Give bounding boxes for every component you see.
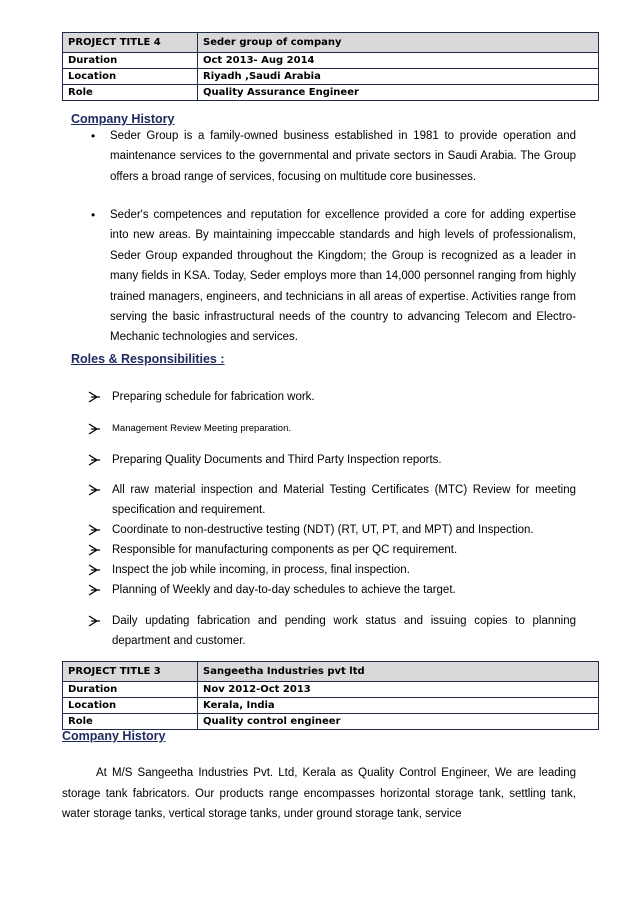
history-bullet: Seder Group is a family-owned business established in 1981 to provide operation and maintenance services to the governmental and private sectors in Saudi Arabia. The Group offers a broad range of services, focusing on multitude core businesses. — [110, 130, 576, 183]
arrow-bullet-icon — [88, 391, 102, 403]
roles-heading: Roles & Responsibilities : — [71, 352, 225, 366]
table-row — [63, 714, 599, 730]
project-4-table — [62, 32, 599, 101]
table-row — [63, 662, 599, 682]
company-history-paragraph: At M/S Sangeetha Industries Pvt. Ltd, Kerala as Quality Control Engineer, We are leading storage tank fabricators. Our products range encompasses horizontal storage tank, settling tank, water storage tanks, vertical storage tanks, under ground storage tank, service — [62, 767, 576, 820]
table-row — [63, 682, 599, 698]
project-3-table — [62, 661, 599, 730]
role-item: Coordinate to non-destructive testing (NDT) (RT, UT, PT, and MPT) and Inspection. — [112, 524, 534, 536]
arrow-bullet-icon — [88, 484, 102, 496]
bullet-icon: • — [91, 208, 96, 222]
table-row — [63, 698, 599, 714]
role-item: Responsible for manufacturing components as per QC requirement. — [112, 544, 458, 556]
role-item: Inspect the job while incoming, in process, final inspection. — [112, 564, 410, 576]
table-row — [63, 85, 599, 101]
location-label: Location — [63, 69, 198, 85]
project-title-value: Sangeetha Industries pvt ltd — [198, 662, 599, 682]
arrow-bullet-icon — [88, 584, 102, 596]
role-item: Preparing schedule for fabrication work. — [112, 391, 315, 403]
duration-value: Nov 2012-Oct 2013 — [198, 682, 599, 698]
role-item: Preparing Quality Documents and Third Party Inspection reports. — [112, 454, 442, 466]
table-row — [63, 53, 599, 69]
arrow-bullet-icon — [88, 544, 102, 556]
role-label: Role — [63, 85, 198, 101]
role-value: Quality Assurance Engineer — [198, 85, 599, 101]
duration-label: Duration — [63, 682, 198, 698]
role-item: All raw material inspection and Material Testing Certificates (MTC) Review for meeting specification and requirement. — [112, 484, 576, 517]
bullet-icon: • — [91, 129, 96, 143]
project-title-value: Seder group of company — [198, 33, 599, 53]
arrow-bullet-icon — [88, 564, 102, 576]
role-label: Role — [63, 714, 198, 730]
arrow-bullet-icon — [88, 423, 102, 435]
arrow-bullet-icon — [88, 524, 102, 536]
role-value: Quality control engineer — [198, 714, 599, 730]
history-bullet: Seder's competences and reputation for excellence provided a core for adding expertise into new areas. By maintaining impeccable standards and high levels of professionalism, Seder Group expanded throughout the Kingdom; the Group is recognized as a leader in many fields in KSA. Today, Seder employs more than 14,000 personnel ranging from highly trained managers, engineers, and technicians in all areas of expertise. Activities range from serving the basic infrastructural needs of the country to advancing Telecom and Electro-Mechanic technologies and services. — [110, 209, 576, 344]
location-value: Kerala, India — [198, 698, 599, 714]
arrow-bullet-icon — [88, 615, 102, 627]
role-item: Daily updating fabrication and pending work status and issuing copies to planning department and customer. — [112, 615, 576, 648]
duration-value: Oct 2013- Aug 2014 — [198, 53, 599, 69]
location-value: Riyadh ,Saudi Arabia — [198, 69, 599, 85]
project-title-label: PROJECT TITLE 4 — [63, 33, 198, 53]
table-row — [63, 33, 599, 53]
location-label: Location — [63, 698, 198, 714]
role-item: Planning of Weekly and day-to-day schedules to achieve the target. — [112, 584, 456, 596]
project-title-label: PROJECT TITLE 3 — [63, 662, 198, 682]
arrow-bullet-icon — [88, 454, 102, 466]
duration-label: Duration — [63, 53, 198, 69]
company-history-heading: Company History — [71, 112, 175, 126]
role-item: Management Review Meeting preparation. — [112, 423, 292, 434]
company-history-heading: Company History — [62, 729, 166, 743]
table-row — [63, 69, 599, 85]
